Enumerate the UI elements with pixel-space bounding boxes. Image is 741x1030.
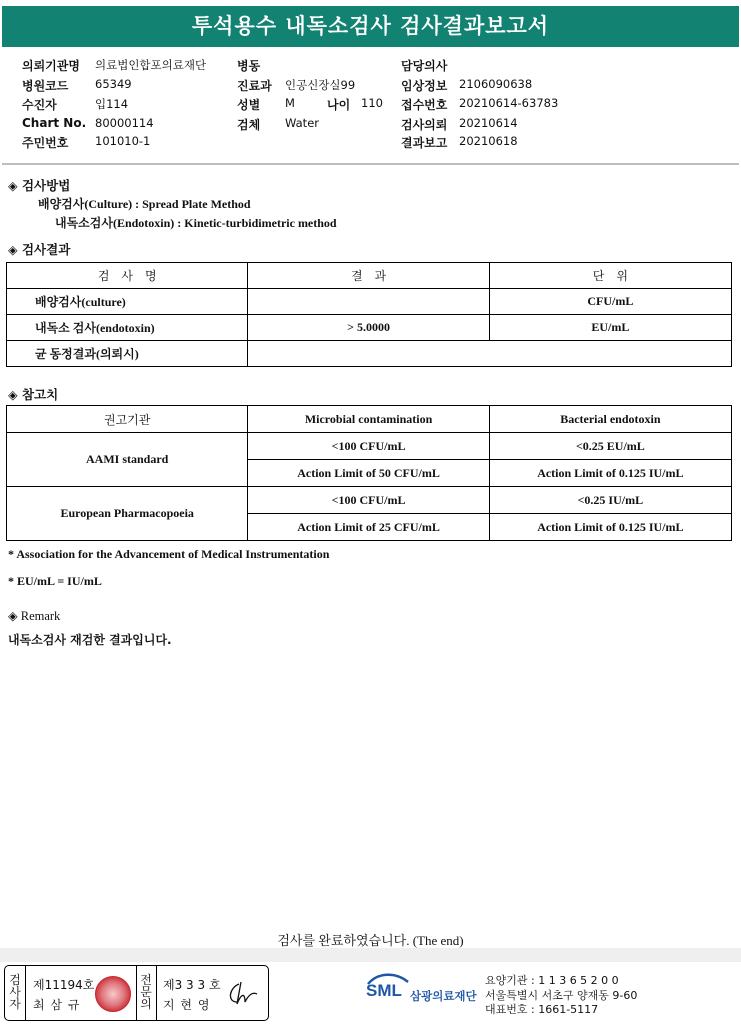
note-aami: * Association for the Advancement of Medical Instrumentation [8,547,330,561]
company-code: 요양기관 : 1 1 3 6 5 2 0 0 [485,974,619,987]
table-row [7,315,732,341]
company-info [485,974,637,1018]
header-endotoxin: Bacterial endotoxin [489,406,731,433]
endotoxin-limit: <0.25 EU/mL [489,433,731,460]
info-value: 입114 [95,97,129,111]
info-label: Chart No. [22,116,87,130]
method-line-culture: 배양검사(Culture) : Spread Plate Method [38,197,251,211]
test-name: 균 동정결과(의뢰시) [7,341,248,367]
info-value: 110 [361,96,383,110]
results-heading: ◈ 검사결과 [8,242,71,257]
info-value: 80000114 [95,116,154,130]
info-label: 검사의뢰 [401,118,448,132]
test-result: > 5.0000 [248,315,489,341]
test-unit: CFU/mL [489,289,731,315]
seal-icon [95,976,131,1012]
signature-box [4,965,269,1021]
table-row [7,487,732,514]
company-name: 삼광의료재단 [410,989,477,1003]
info-label: 결과보고 [401,136,448,150]
microbial-action-limit: Action Limit of 50 CFU/mL [248,460,489,487]
reference-table [6,405,732,541]
info-value: 20210618 [459,134,518,148]
company-address: 서울특별시 서초구 양재동 9-60 [485,988,638,1002]
logo-text: SML [366,981,402,1000]
test-unit: EU/mL [489,315,731,341]
method-line-endotoxin: 내독소검사(Endotoxin) : Kinetic-turbidimetric method [55,216,337,230]
info-label: 병원코드 [22,79,69,93]
info-label: 검체 [237,118,261,132]
microbial-limit: <100 CFU/mL [248,487,489,514]
info-value: Water [285,116,319,130]
header-test-name: 검 사 명 [7,263,248,289]
tester-vertical-label: 검 사 자 [9,973,21,1011]
doctor-name: 지 현 영 [163,998,211,1012]
test-result [248,341,732,367]
header-unit: 단 위 [489,263,731,289]
info-label: 접수번호 [401,98,448,112]
test-name: 배양검사(culture) [7,289,248,315]
info-label: 수진자 [22,98,57,112]
header-result: 결 과 [248,263,489,289]
divider [136,966,137,1020]
header-organization: 권고기관 [7,406,248,433]
remark-heading: ◈ Remark [8,609,61,623]
reference-heading: ◈ 참고치 [8,387,59,402]
microbial-limit: <100 CFU/mL [248,433,489,460]
info-label: 나이 [327,98,351,112]
divider [2,163,739,165]
doctor-license-no: 제3 3 3 호 [163,978,221,992]
results-table [6,262,732,367]
endotoxin-action-limit: Action Limit of 0.125 IU/mL [489,460,731,487]
info-label: 주민번호 [22,136,69,150]
test-name: 내독소 검사(endotoxin) [7,315,248,341]
table-row [7,433,732,460]
info-value: 20210614 [459,116,518,130]
divider [156,966,157,1020]
endotoxin-action-limit: Action Limit of 0.125 IU/mL [489,514,731,541]
microbial-action-limit: Action Limit of 25 CFU/mL [248,514,489,541]
doctor-vertical-label: 전 문 의 [140,973,152,1011]
end-text [0,930,741,949]
info-value: 의료법인합포의료재단 [95,58,207,72]
endotoxin-limit: <0.25 IU/mL [489,487,731,514]
info-value: M [285,96,295,110]
tester-name: 최 삼 규 [33,998,81,1012]
info-value: 101010-1 [95,134,151,148]
report-title: 투석용수 내독소검사 검사결과보고서 [2,6,739,47]
info-label: 담당의사 [401,59,448,73]
divider [25,966,26,1020]
header-microbial: Microbial contamination [248,406,489,433]
remark-text: 내독소검사 재검한 결과입니다. [8,633,172,647]
footer-divider [0,948,741,962]
organization-name: European Pharmacopoeia [7,487,248,541]
tester-license-no: 제11194호 [33,978,95,992]
company-phone: 대표번호 : 1661-5117 [485,1003,599,1016]
table-row [7,341,732,367]
info-label: 진료과 [237,79,272,93]
test-result [248,289,489,315]
table-row [7,289,732,315]
info-label: 병동 [237,59,261,73]
organization-name: AAMI standard [7,433,248,487]
signature-icon [225,980,261,1008]
info-value: 인공신장실99 [285,78,356,92]
note-units: * EU/mL = IU/mL [8,574,102,588]
info-label: 임상정보 [401,79,448,93]
table-header-row [7,263,732,289]
info-value: 2106090638 [459,77,533,91]
info-value: 65349 [95,77,132,91]
info-label: 성별 [237,98,261,112]
table-header-row [7,406,732,433]
end-text-label: 검사를 완료하였습니다. (The end) [277,933,464,948]
info-value: 20210614-63783 [459,96,559,110]
info-label: 의뢰기관명 [22,59,80,73]
method-heading: ◈ 검사방법 [8,178,71,193]
